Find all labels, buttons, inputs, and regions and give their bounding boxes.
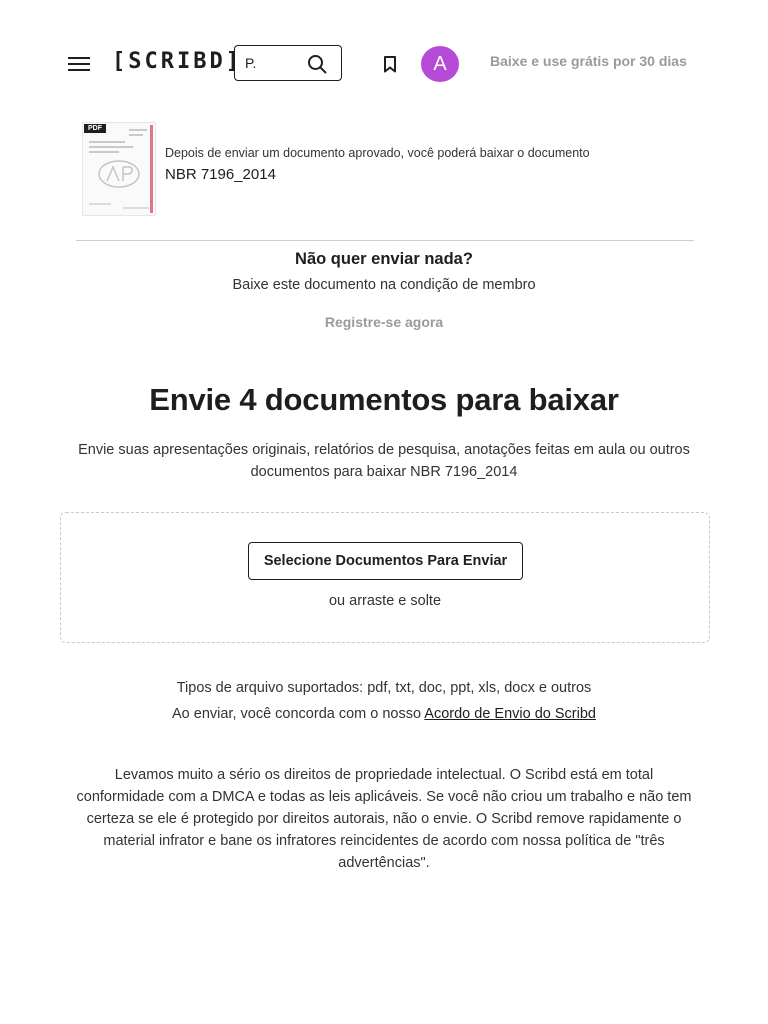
user-avatar[interactable]: A [421,46,459,82]
thumbnail-red-edge [150,125,153,213]
upload-agreement [0,706,768,722]
free-trial-link[interactable]: Baixe e use grátis por 30 dias [490,53,687,69]
agreement-text: Ao enviar, você concorda com o nosso [172,706,422,722]
document-summary [82,120,702,220]
upload-heading: Envie 4 documentos para baixar [149,382,619,417]
search-input[interactable] [245,53,291,73]
register-link[interactable]: Registre-se agora [324,314,444,330]
thumbnail-text-line [123,207,149,209]
upload-description: Envie suas apresentações originais, relatórios de pesquisa, anotações feitas em aula ou outros documentos para baixar NBR 7196_2014 [78,442,690,480]
membership-title: Não quer enviar nada? [295,250,473,268]
hamburger-menu-icon[interactable] [64,50,94,78]
thumbnail-text-line [129,134,143,136]
select-documents-button[interactable]: Selecione Documentos Para Enviar [248,542,523,580]
membership-subtitle: Baixe este documento na condição de membro [232,277,536,293]
upload-agreement-link[interactable]: Acordo de Envio do Scribd [424,706,596,722]
search-icon[interactable] [305,52,329,76]
thumbnail-text-line [129,129,147,131]
supported-file-types: Tipos de arquivo suportados: pdf, txt, doc, ppt, xls, docx e outros [176,680,592,696]
abnt-logo-icon [97,159,141,189]
document-info [165,146,590,183]
document-thumbnail[interactable] [82,122,156,216]
top-header [0,0,768,128]
search-box [234,45,342,81]
ip-notice: Levamos muito a sério os direitos de propriedade intelectual. O Scribd está em total conformidade com a DMCA e todas as leis aplicáveis. Se você não criou um trabalho e não tem certeza se ele é protegido por direitos autorais, não o envie. O Scribd remove rapidamente o material infrator e bane os infratores reincidentes de acordo com nossa política de "três advertências". [76,767,692,871]
thumbnail-text-line [89,146,133,148]
pdf-badge: PDF [84,124,106,133]
thumbnail-text-line [89,141,125,143]
section-divider [76,240,694,241]
scribd-logo[interactable]: [SCRIBD] [112,49,242,74]
thumbnail-text-line [89,151,119,153]
document-download-hint: Depois de enviar um documento aprovado, você poderá baixar o documento [165,146,590,160]
drag-drop-text: ou arraste e solte [328,593,442,609]
upload-dropzone[interactable] [60,512,710,643]
thumbnail-text-line [89,203,111,205]
bookmark-icon[interactable] [380,54,400,74]
document-title[interactable]: NBR 7196_2014 [165,166,276,183]
